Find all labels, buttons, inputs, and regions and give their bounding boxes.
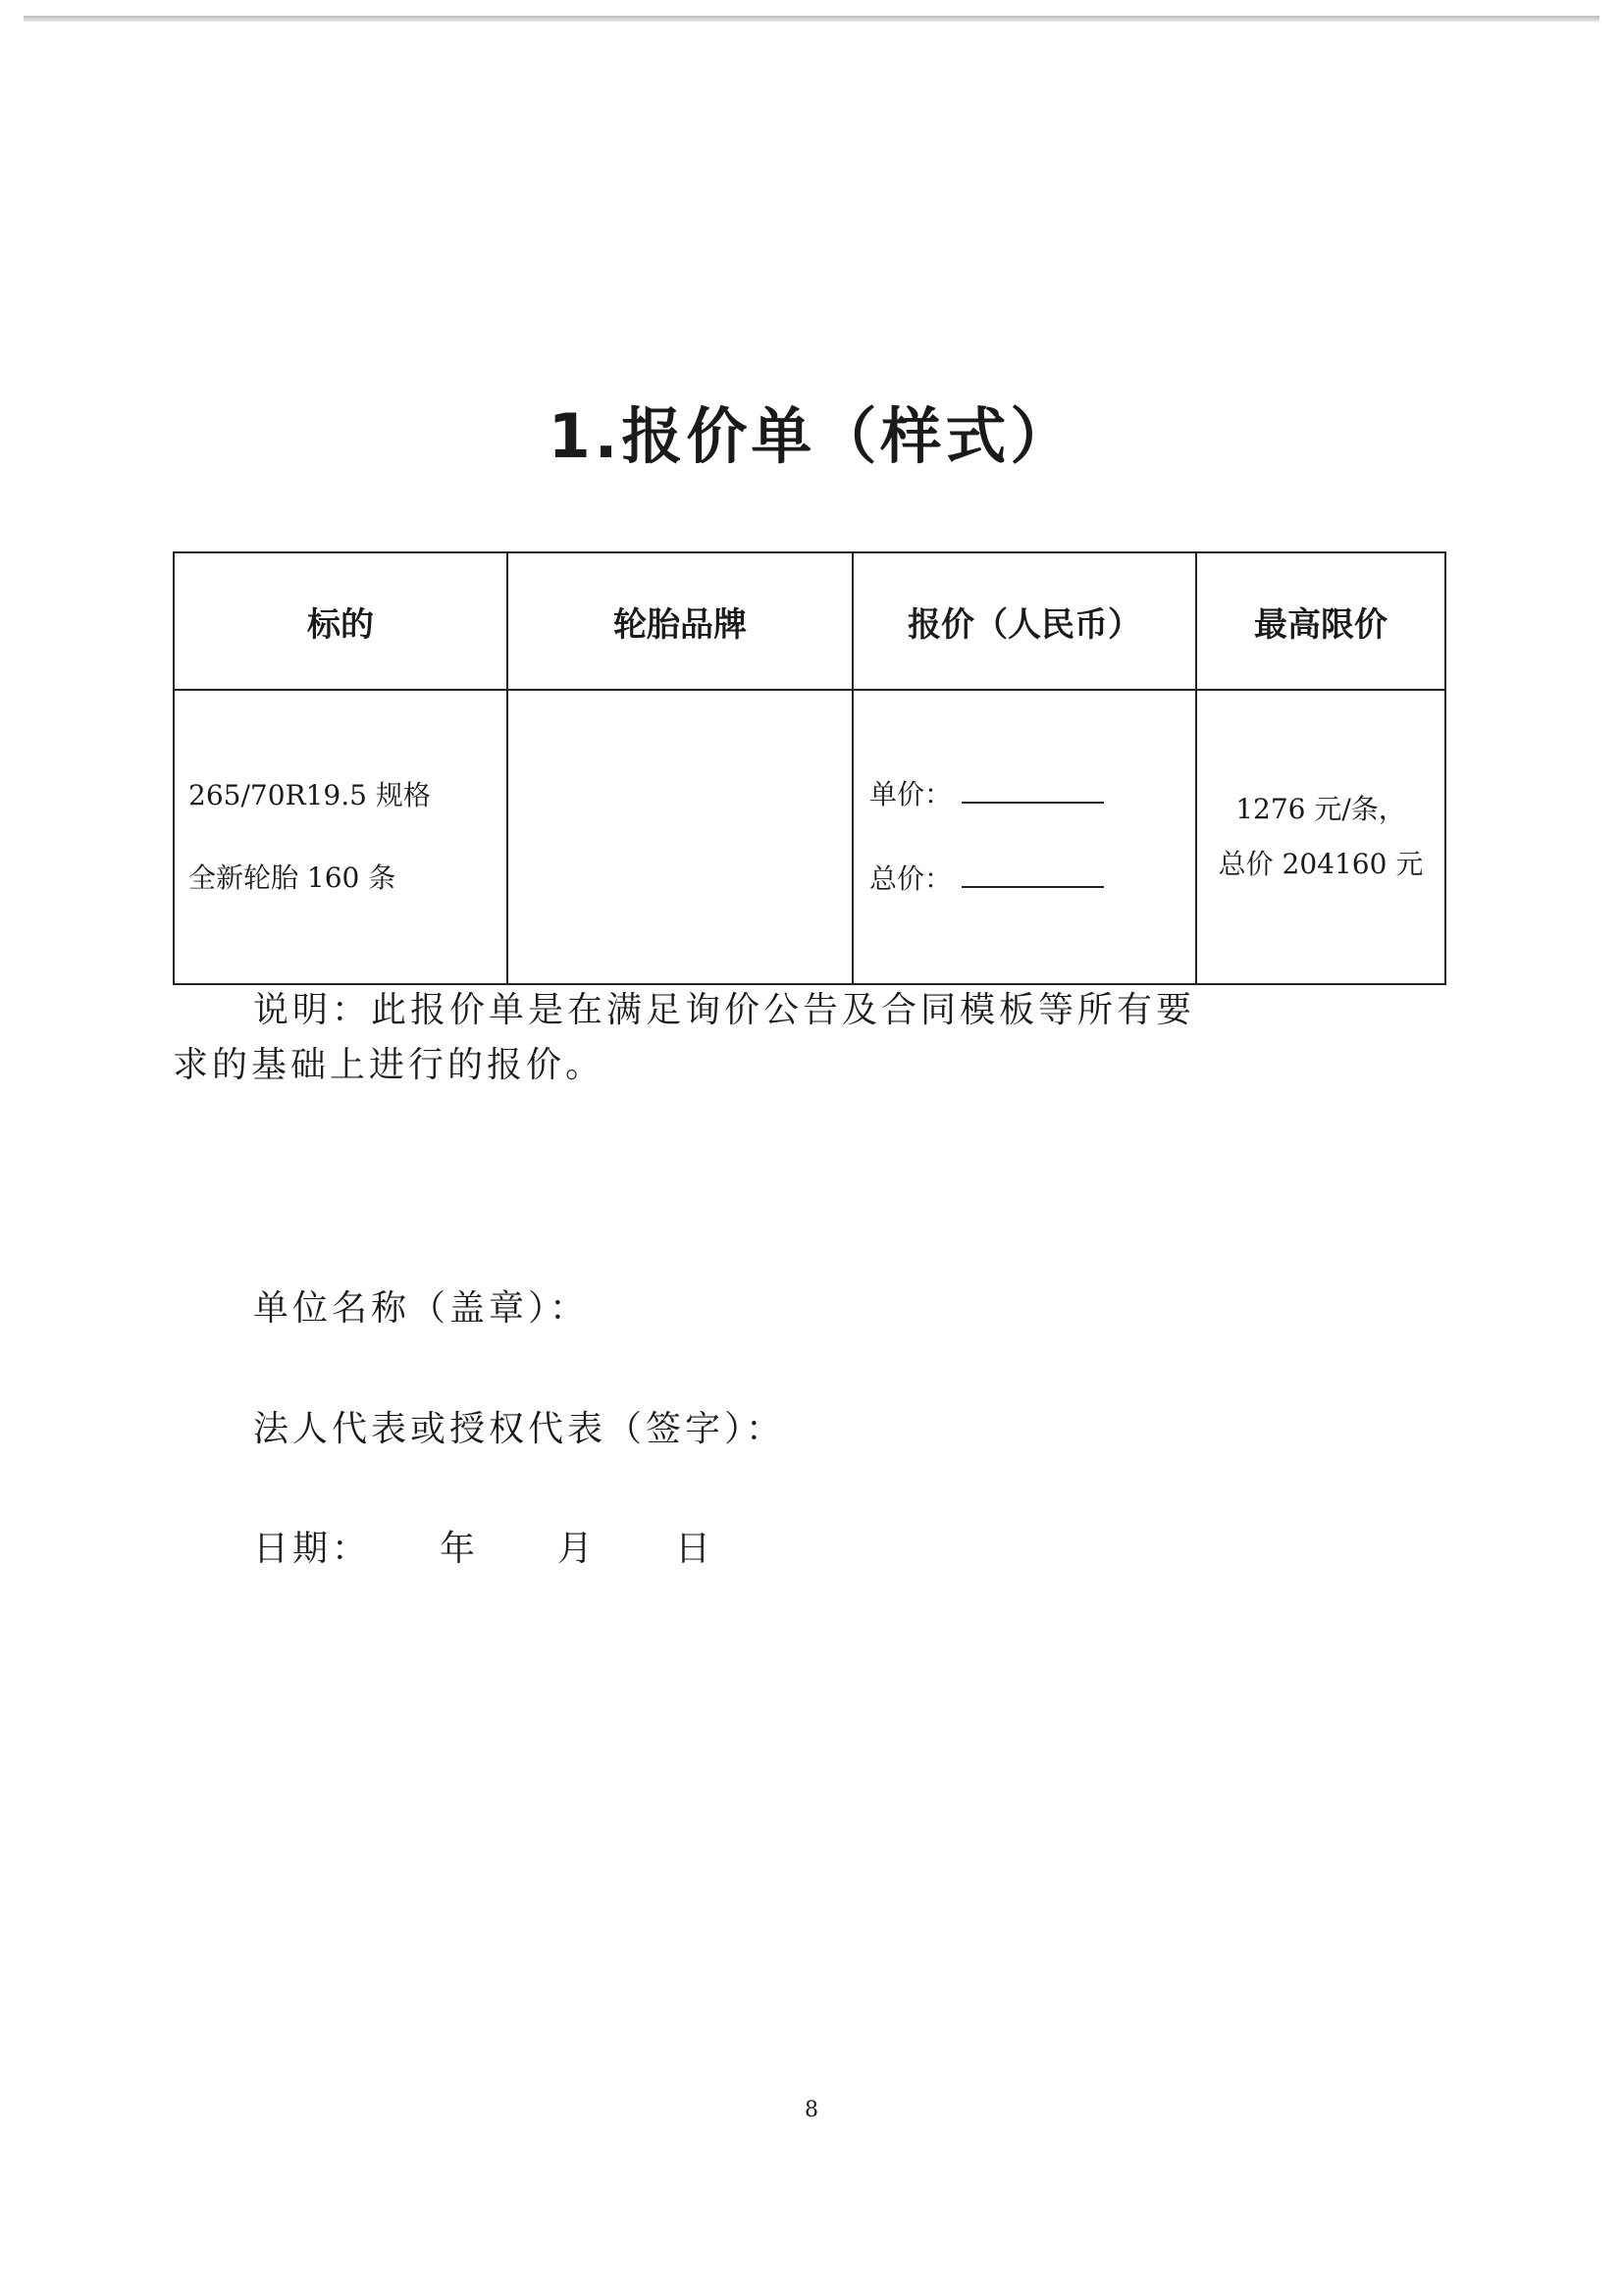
date-label: 日期： — [253, 1529, 372, 1569]
table-row — [174, 690, 1445, 984]
note-paragraph — [173, 983, 1391, 1093]
max-total-price: 总价 204160 元 — [1218, 848, 1424, 880]
total-price-blank[interactable] — [962, 885, 1104, 888]
unit-price-line — [869, 753, 1195, 837]
date-line — [253, 1521, 714, 1571]
header-quote-rmb: 报价（人民币） — [853, 552, 1196, 690]
header-tire-brand: 轮胎品牌 — [507, 552, 853, 690]
page-title: 1.报价单（样式） — [548, 400, 1075, 472]
brand-cell[interactable] — [507, 690, 853, 984]
total-price-line — [869, 837, 1195, 921]
note-line-2: 求的基础上进行的报价。 — [173, 1045, 605, 1085]
subject-cell — [174, 690, 507, 984]
max-unit-price: 1276 元/条， — [1235, 793, 1406, 825]
note-line-1: 说明：此报价单是在满足询价公告及合同模板等所有要 — [253, 990, 1196, 1030]
quote-table — [173, 551, 1446, 985]
total-price-label: 总价： — [869, 862, 953, 895]
subject-quantity: 全新轮胎 160 条 — [188, 861, 396, 894]
page-number: 8 — [805, 2098, 818, 2122]
scan-top-edge — [24, 16, 1599, 22]
month-label: 月 — [557, 1529, 598, 1569]
unit-price-blank[interactable] — [962, 801, 1104, 804]
header-subject: 标的 — [174, 552, 507, 690]
table-header-row — [174, 552, 1445, 690]
max-price-cell — [1196, 690, 1445, 984]
day-label: 日 — [675, 1529, 715, 1569]
representative-label: 法人代表或授权代表（签字）： — [253, 1409, 786, 1449]
unit-price-label: 单价： — [869, 778, 953, 810]
price-cell — [853, 690, 1196, 984]
year-label: 年 — [440, 1529, 480, 1569]
header-max-price: 最高限价 — [1196, 552, 1445, 690]
subject-spec: 265/70R19.5 规格 — [188, 779, 431, 811]
company-name-label: 单位名称（盖章）： — [253, 1288, 590, 1329]
